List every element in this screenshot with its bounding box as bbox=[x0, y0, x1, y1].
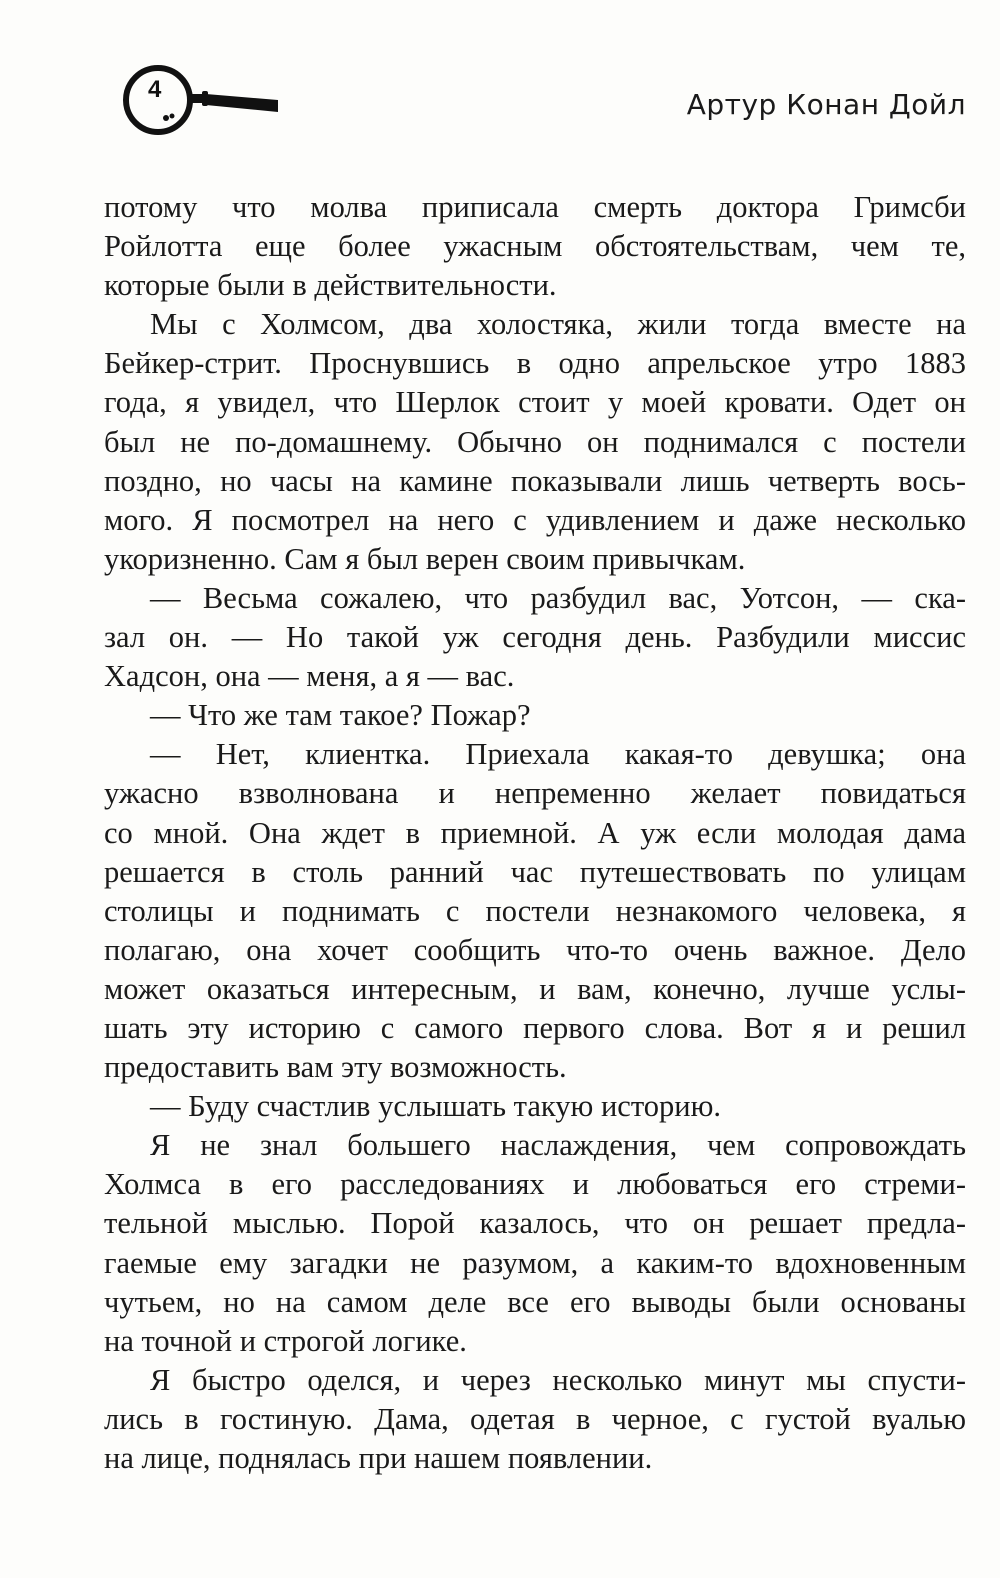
text-line: Хадсон, она — меня, а я — вас. bbox=[104, 659, 515, 694]
text-line: Холмса в его расследованиях и любоваться его стреми- bbox=[104, 1167, 966, 1202]
text-line: Я быстро оделся, и через несколько минут мы спусти- bbox=[150, 1362, 966, 1397]
magnifying-glass-icon bbox=[118, 60, 288, 140]
text-line: столицы и поднимать с постели незнакомого человека, я bbox=[104, 893, 966, 928]
text-line: года, я увидел, что Шерлок стоит у моей кровати. Одет он bbox=[104, 385, 966, 420]
text-line: — Буду счастлив услышать такую историю. bbox=[150, 1089, 721, 1124]
text-line: шать эту историю с самого первого слова. Вот я и решил bbox=[104, 1010, 966, 1045]
text-line: полагаю, она хочет сообщить что-то очень важное. Дело bbox=[104, 932, 966, 967]
text-line: Бейкер-стрит. Проснувшись в одно апрельское утро 1883 bbox=[104, 346, 966, 381]
text-line: был не по-домашнему. Обычно он поднимался с постели bbox=[104, 424, 966, 459]
text-line: лись в гостиную. Дама, одетая в черное, с густой вуалью bbox=[104, 1401, 966, 1436]
text-line: ужасно взволнована и непременно желает повидаться bbox=[104, 776, 966, 811]
text-line: тельной мыслью. Порой казалось, что он решает предла- bbox=[104, 1206, 966, 1241]
text-line: на точной и строгой логике. bbox=[104, 1323, 467, 1358]
text-line: Мы с Холмсом, два холостяка, жили тогда вместе на bbox=[150, 307, 966, 342]
text-line: зал он. — Но такой уж сегодня день. Разбудили миссис bbox=[104, 620, 966, 655]
page-number: 4 bbox=[148, 76, 162, 103]
text-line: поздно, но часы на камине показывали лишь четверть вось- bbox=[104, 463, 966, 498]
running-header-author: Артур Конан Дойл bbox=[686, 88, 966, 121]
text-line: — Что же там такое? Пожар? bbox=[150, 698, 531, 733]
text-line: — Нет, клиентка. Приехала какая-то девушка; она bbox=[150, 737, 966, 772]
text-line: Ройлотта еще более ужасным обстоятельствам, чем те, bbox=[104, 229, 966, 264]
text-line: — Весьма сожалею, что разбудил вас, Уотсон, — ска- bbox=[150, 580, 966, 615]
text-line: чутьем, но на самом деле все его выводы были основаны bbox=[104, 1284, 966, 1319]
text-line: решается в столь ранний час путешествовать по улицам bbox=[104, 854, 966, 889]
text-line: на лице, поднялась при нашем появлении. bbox=[104, 1441, 653, 1475]
text-line: мого. Я посмотрел на него с удивлением и даже несколько bbox=[104, 502, 966, 537]
text-line: которые были в действительности. bbox=[104, 268, 557, 303]
text-line: может оказаться интересным, и вам, конечно, лучше услы- bbox=[104, 971, 966, 1006]
text-line: потому что молва приписала смерть доктора Гримсби bbox=[104, 190, 966, 224]
text-line: гаемые ему загадки не разумом, а каким-то вдохновенным bbox=[104, 1245, 966, 1280]
text-line: укоризненно. Сам я был верен своим привычкам. bbox=[104, 541, 746, 576]
body-text bbox=[104, 188, 966, 1478]
text-line: Я не знал большего наслаждения, чем сопровождать bbox=[150, 1128, 966, 1163]
text-line: со мной. Она ждет в приемной. А уж если молодая дама bbox=[104, 815, 966, 850]
text-line: предоставить вам эту возможность. bbox=[104, 1050, 567, 1085]
